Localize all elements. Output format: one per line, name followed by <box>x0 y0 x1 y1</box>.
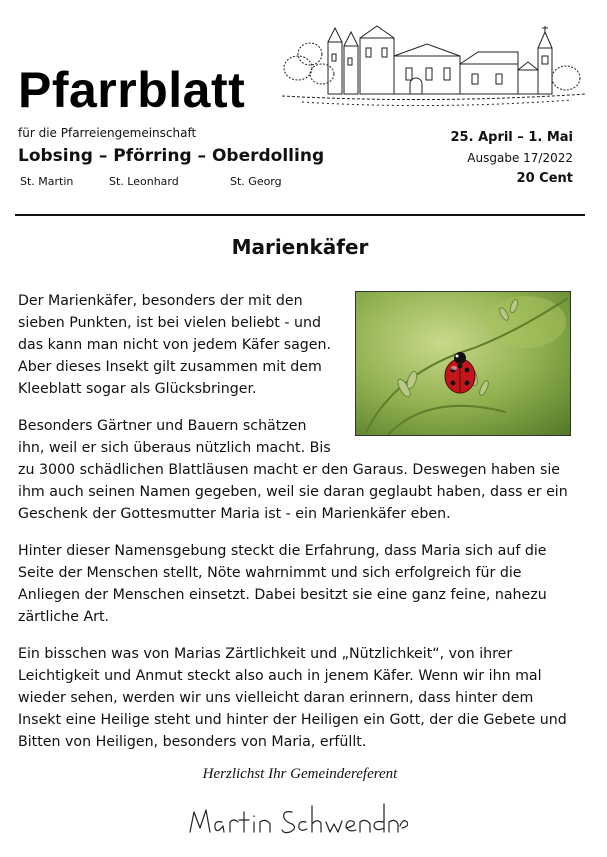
text-line: zärtliche Art. <box>18 609 110 625</box>
masthead-parishes: Lobsing – Pförring – Oberdolling <box>18 146 325 166</box>
text-line: Leichtigkeit und Anmut steckt also auch in jenem Käfer. Wenn wir ihn mal <box>18 668 542 684</box>
text-line: Kleeblatt sogar als Glücksbringer. <box>18 381 257 397</box>
text-line: zu 3000 schädlichen Blattläusen macht er den Garaus. Deswegen haben sie <box>18 462 560 478</box>
saint-label: St. Martin <box>20 175 74 188</box>
closing-greeting: Herzlichst Ihr Gemeindereferent <box>202 766 398 782</box>
text-line: ihn, weil er sich überaus nützlich macht. Bis <box>18 440 331 456</box>
issue-price: 20 Cent <box>516 171 573 186</box>
church-drawing <box>282 22 586 108</box>
text-line: Geschenk der Gottesmutter Maria ist - ein Marienkäfer eben. <box>18 506 451 522</box>
text-line: das kann man nicht von jedem Käfer sagen. <box>18 337 332 353</box>
article-paragraph <box>18 290 348 400</box>
issue-number: Ausgabe 17/2022 <box>467 151 573 165</box>
text-line: Ein bisschen was von Marias Zärtlichkeit und „Nützlichkeit“, von ihrer <box>18 646 513 662</box>
text-line: Der Marienkäfer, besonders der mit den <box>18 293 303 309</box>
article-title: Marienkäfer <box>231 235 369 259</box>
saint-label: St. Leonhard <box>109 175 179 188</box>
handwritten-signature <box>186 798 408 842</box>
saint-label: St. Georg <box>230 175 282 188</box>
text-line: Insekt eine Heilige steht und hinter der Heiligen ein Gott, der die Gebete und <box>18 712 567 728</box>
article-paragraph <box>18 643 598 753</box>
text-line: Seite der Menschen stellt, Nöte wahrnimmt und sich erfolgreich für die <box>18 565 522 581</box>
article-paragraph <box>18 415 598 525</box>
text-line: Bitten von Heiligen, besonders von Maria, erfüllt. <box>18 734 367 750</box>
article-paragraph <box>18 540 598 628</box>
text-line: Besonders Gärtner und Bauern schätzen <box>18 418 307 434</box>
text-line: ihm auch seinen Namen gegeben, weil sie daran geglaubt haben, dass er ein <box>18 484 568 500</box>
text-line: Aber dieses Insekt gilt zusammen mit dem <box>18 359 322 375</box>
issue-date-range: 25. April – 1. Mai <box>450 130 573 145</box>
masthead-subtitle: für die Pfarreiengemeinschaft <box>18 126 197 140</box>
masthead-title: Pfarrblatt <box>18 62 246 118</box>
text-line: Hinter dieser Namensgebung steckt die Erfahrung, dass Maria sich auf die <box>18 543 547 559</box>
text-line: sieben Punkten, ist bei vielen beliebt - und <box>18 315 321 331</box>
text-line: Anliegen der Menschen einsetzt. Dabei besitzt sie eine ganz feine, nahezu <box>18 587 547 603</box>
header-divider <box>15 214 585 216</box>
text-line: wieder sehen, werden wir uns vielleicht daran erinnern, dass hinter dem <box>18 690 534 706</box>
